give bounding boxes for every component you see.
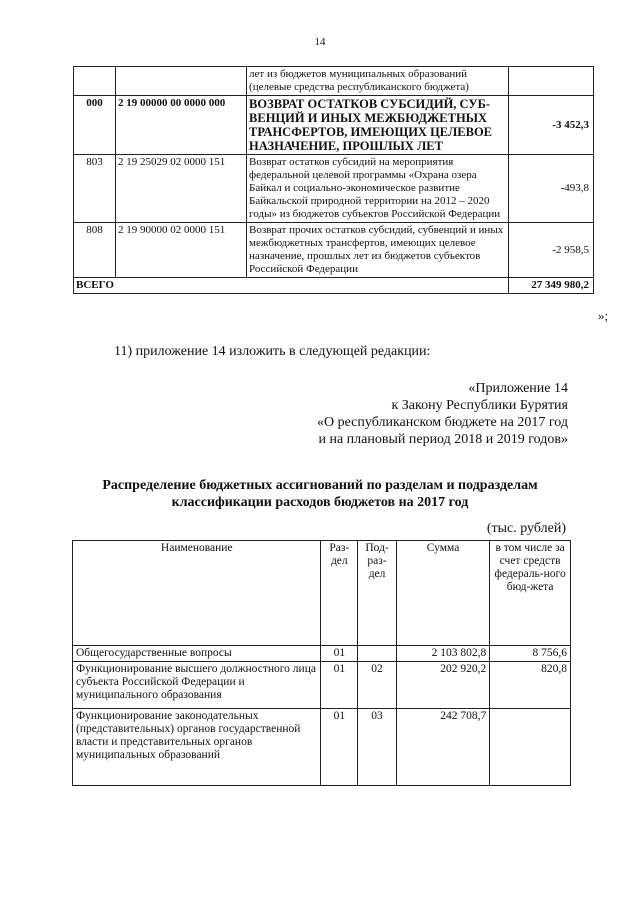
total-amount: 27 349 980,2	[509, 278, 594, 294]
row-federal	[490, 709, 571, 786]
table-row	[74, 155, 594, 223]
kbk-cell	[115, 67, 246, 96]
kbk-cell: 2 19 25029 02 0000 151	[115, 155, 246, 223]
header-razdel: Раз-дел	[321, 541, 358, 646]
table-row	[74, 96, 594, 155]
amount-cell	[509, 67, 594, 96]
row-federal: 8 756,6	[490, 646, 571, 662]
table-title	[70, 477, 570, 511]
row-name: Общегосударственные вопросы	[73, 646, 321, 662]
header-row	[73, 541, 571, 646]
row-razdel: 01	[321, 662, 358, 709]
row-razdel: 01	[321, 646, 358, 662]
row-podrazdel: 03	[358, 709, 397, 786]
units-label: (тыс. рублей)	[486, 521, 566, 536]
table-row	[73, 646, 571, 662]
appendix-line: к Закону Республики Бурятия	[391, 398, 568, 413]
row-podrazdel: 02	[358, 662, 397, 709]
code-cell: 808	[74, 223, 116, 278]
total-row	[74, 278, 594, 294]
kbk-cell: 2 19 00000 00 0000 000	[115, 96, 246, 155]
row-name: Функционирование законодательных (представительных) органов государственной власти и представительных органов муниципальных образований	[73, 709, 321, 786]
page-number: 14	[314, 36, 326, 48]
table-row	[74, 67, 594, 96]
name-cell: лет из бюджетов муниципальных образований (целевые средства республиканского бюджета)	[247, 67, 509, 96]
appendix-line: «О республиканском бюджете на 2017 год	[317, 415, 568, 430]
table-row	[73, 662, 571, 709]
header-podrazdel: Под-раз-дел	[358, 541, 397, 646]
row-name: Функционирование высшего должностного лица субъекта Российской Федерации и муниципального образования	[73, 662, 321, 709]
header-name: Наименование	[73, 541, 321, 646]
amount-cell: -3 452,3	[509, 96, 594, 155]
table-row	[73, 709, 571, 786]
row-podrazdel	[358, 646, 397, 662]
table-title-line: классификации расходов бюджетов на 2017 год	[171, 495, 469, 510]
closing-quote: »;	[598, 308, 609, 323]
row-sum: 2 103 802,8	[396, 646, 489, 662]
amount-cell: -493,8	[509, 155, 594, 223]
table-title-line: Распределение бюджетных ассигнований по разделам и подразделам	[102, 478, 538, 493]
appendix-line: и на плановый период 2018 и 2019 годов»	[318, 432, 568, 447]
row-sum: 202 920,2	[396, 662, 489, 709]
allocation-table	[72, 540, 571, 786]
header-sum: Сумма	[396, 541, 489, 646]
instruction-text: 11) приложение 14 изложить в следующей редакции:	[114, 344, 431, 359]
table-row	[74, 223, 594, 278]
name-cell: ВОЗВРАТ ОСТАТКОВ СУБСИДИЙ, СУБ-ВЕНЦИЙ И ИНЫХ МЕЖБЮДЖЕТНЫХ ТРАНСФЕРТОВ, ИМЕЮЩИХ ЦЕЛЕВОЕ НАЗНАЧЕНИЕ, ПРОШЛЫХ ЛЕТ	[247, 96, 509, 155]
code-cell: 000	[74, 96, 116, 155]
appendix-line: «Приложение 14	[468, 381, 568, 396]
revenue-table	[73, 66, 594, 294]
header-federal: в том числе за счет средств федераль-ного бюд-жета	[490, 541, 571, 646]
name-cell: Возврат остатков субсидий на мероприятия федеральной целевой программы «Охрана озера Байкал и социально-экономическое развитие Байкальской природной территории на 2012 – 2020 годы» из бюджетов субъектов Российской Федерации	[247, 155, 509, 223]
kbk-cell: 2 19 90000 02 0000 151	[115, 223, 246, 278]
row-sum: 242 708,7	[396, 709, 489, 786]
code-cell: 803	[74, 155, 116, 223]
total-label: ВСЕГО	[74, 278, 509, 294]
appendix-header	[317, 380, 568, 448]
row-federal: 820,8	[490, 662, 571, 709]
amount-cell: -2 958,5	[509, 223, 594, 278]
name-cell: Возврат прочих остатков субсидий, субвенций и иных межбюджетных трансфертов, имеющих целевое назначение, прошлых лет из бюджетов субъектов Российской Федерации	[247, 223, 509, 278]
row-razdel: 01	[321, 709, 358, 786]
code-cell	[74, 67, 116, 96]
